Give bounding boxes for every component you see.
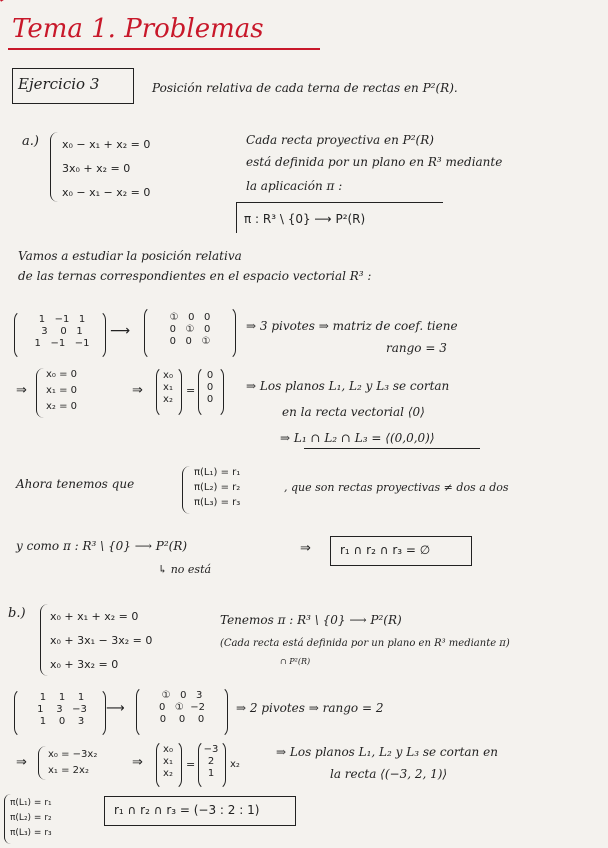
sol-a-2: x₁ = 0	[46, 385, 78, 396]
map-box-text: π : R³ \ {0} ⟶ P²(R)	[244, 212, 366, 226]
part-a-eq-1: x₀ − x₁ + x₂ = 0	[62, 138, 151, 151]
part-b-system-brace	[40, 604, 49, 676]
planes-a-3: ⇒ L₁ ∩ L₂ ∩ L₃ = ⟨(0,0,0)⟩	[280, 431, 435, 445]
matrix-b-right: ① 0 3 0 ① −2 0 0 0	[159, 690, 205, 725]
exercise-label: Ejercicio 3	[18, 75, 100, 93]
sol-a-1: x₀ = 0	[46, 369, 78, 380]
since-text: y como π : R³ \ {0} ⟶ P²(R)	[16, 539, 188, 553]
planes-a-1: ⇒ Los planos L₁, L₂ y L₃ se cortan	[246, 379, 450, 393]
study-line-1: Vamos a estudiar la posición relativa	[18, 249, 242, 263]
result-a: r₁ ∩ r₂ ∩ r₃ = ∅	[340, 543, 431, 557]
image-a-3: π(L₃) = r₃	[194, 497, 241, 508]
planes-a-3-underline	[304, 448, 480, 449]
image-b-1: π(L₁) = r₁	[10, 798, 52, 808]
exercise-statement: Posición relativa de cada terna de rectas en P²(R).	[152, 81, 458, 95]
part-b-note-3: ∩ P²(R)	[280, 657, 311, 666]
rank-a: rango = 3	[386, 341, 447, 355]
matrix-b-left: 1 1 1 1 3 −3 1 0 3	[37, 692, 87, 727]
solution-b-brace	[38, 746, 47, 780]
image-a-1: π(L₁) = r₁	[194, 467, 241, 478]
implies-result-a: ⇒	[300, 541, 311, 556]
sol-a-3: x₂ = 0	[46, 401, 78, 412]
image-b-3: π(L₃) = r₃	[10, 828, 52, 838]
page-title: Tema 1. Problemas	[12, 14, 264, 44]
corner-mark	[0, 0, 20, 2]
vec-b-suffix: x₂	[230, 759, 240, 770]
vec-a-vars: x₀ x₁ x₂	[163, 370, 173, 405]
arrow-b: ⟶	[106, 701, 125, 716]
part-a-note-3: la aplicación π :	[246, 179, 343, 193]
planes-b-1: ⇒ Los planos L₁, L₂ y L₃ se cortan en	[276, 745, 498, 759]
not-in-text: ↳ no está	[158, 563, 212, 576]
part-a-note-2: está definida por un plano en R³ mediante	[246, 155, 503, 169]
matrix-a-left: 1 −1 1 3 0 1 1 −1 −1	[34, 314, 90, 349]
part-a-note-1: Cada recta proyectiva en P²(R)	[246, 133, 434, 147]
now-text: Ahora tenemos que	[16, 477, 135, 491]
implies-b: ⇒	[16, 755, 27, 770]
implies-b2: ⇒	[132, 755, 143, 770]
part-b-eq-2: x₀ + 3x₁ − 3x₂ = 0	[50, 634, 153, 647]
vec-b-vars: x₀ x₁ x₂	[163, 744, 173, 779]
pivots-b: ⇒ 2 pivotes ⇒ rango = 2	[236, 701, 384, 715]
planes-a-2: en la recta vectorial ⟨0⟩	[282, 405, 425, 419]
part-a-eq-2: 3x₀ + x₂ = 0	[62, 162, 131, 175]
part-b-note-1: Tenemos π : R³ \ {0} ⟶ P²(R)	[220, 613, 402, 627]
part-a-eq-3: x₀ − x₁ − x₂ = 0	[62, 186, 151, 199]
image-a-2: π(L₂) = r₂	[194, 482, 241, 493]
pivots-a: ⇒ 3 pivotes ⇒ matriz de coef. tiene	[246, 319, 458, 333]
images-a-brace	[182, 466, 191, 514]
vec-a-zero: 0 0 0	[206, 370, 214, 405]
vec-b-dir: −3 2 1	[203, 744, 219, 779]
part-b-eq-3: x₀ + 3x₂ = 0	[50, 658, 119, 671]
arrow-a: ⟶	[110, 323, 131, 339]
study-line-2: de las ternas correspondientes en el espacio vectorial R³ :	[18, 269, 372, 283]
title-underline	[8, 48, 320, 50]
sol-b-2: x₁ = 2x₂	[48, 765, 89, 776]
part-b-note-2: (Cada recta está definida por un plano en R³ mediante π)	[220, 638, 510, 649]
part-b-eq-1: x₀ + x₁ + x₂ = 0	[50, 610, 139, 623]
sol-b-1: x₀ = −3x₂	[48, 749, 98, 760]
implies-a: ⇒	[16, 383, 27, 398]
implies-a2: ⇒	[132, 383, 143, 398]
image-b-2: π(L₂) = r₂	[10, 813, 52, 823]
equals-b: =	[186, 758, 196, 771]
planes-b-2: la recta ⟨(−3, 2, 1)⟩	[330, 767, 448, 781]
part-a-system-brace	[50, 132, 59, 202]
result-b: r₁ ∩ r₂ ∩ r₃ = (−3 : 2 : 1)	[114, 803, 260, 817]
part-b-label: b.)	[8, 606, 26, 621]
matrix-a-right: ① 0 0 0 ① 0 0 0 ①	[169, 312, 211, 347]
distinct-text: , que son rectas proyectivas ≠ dos a dos	[284, 481, 509, 494]
part-a-label: a.)	[22, 134, 39, 149]
solution-a-brace	[36, 368, 45, 418]
equals-a: =	[186, 384, 196, 397]
